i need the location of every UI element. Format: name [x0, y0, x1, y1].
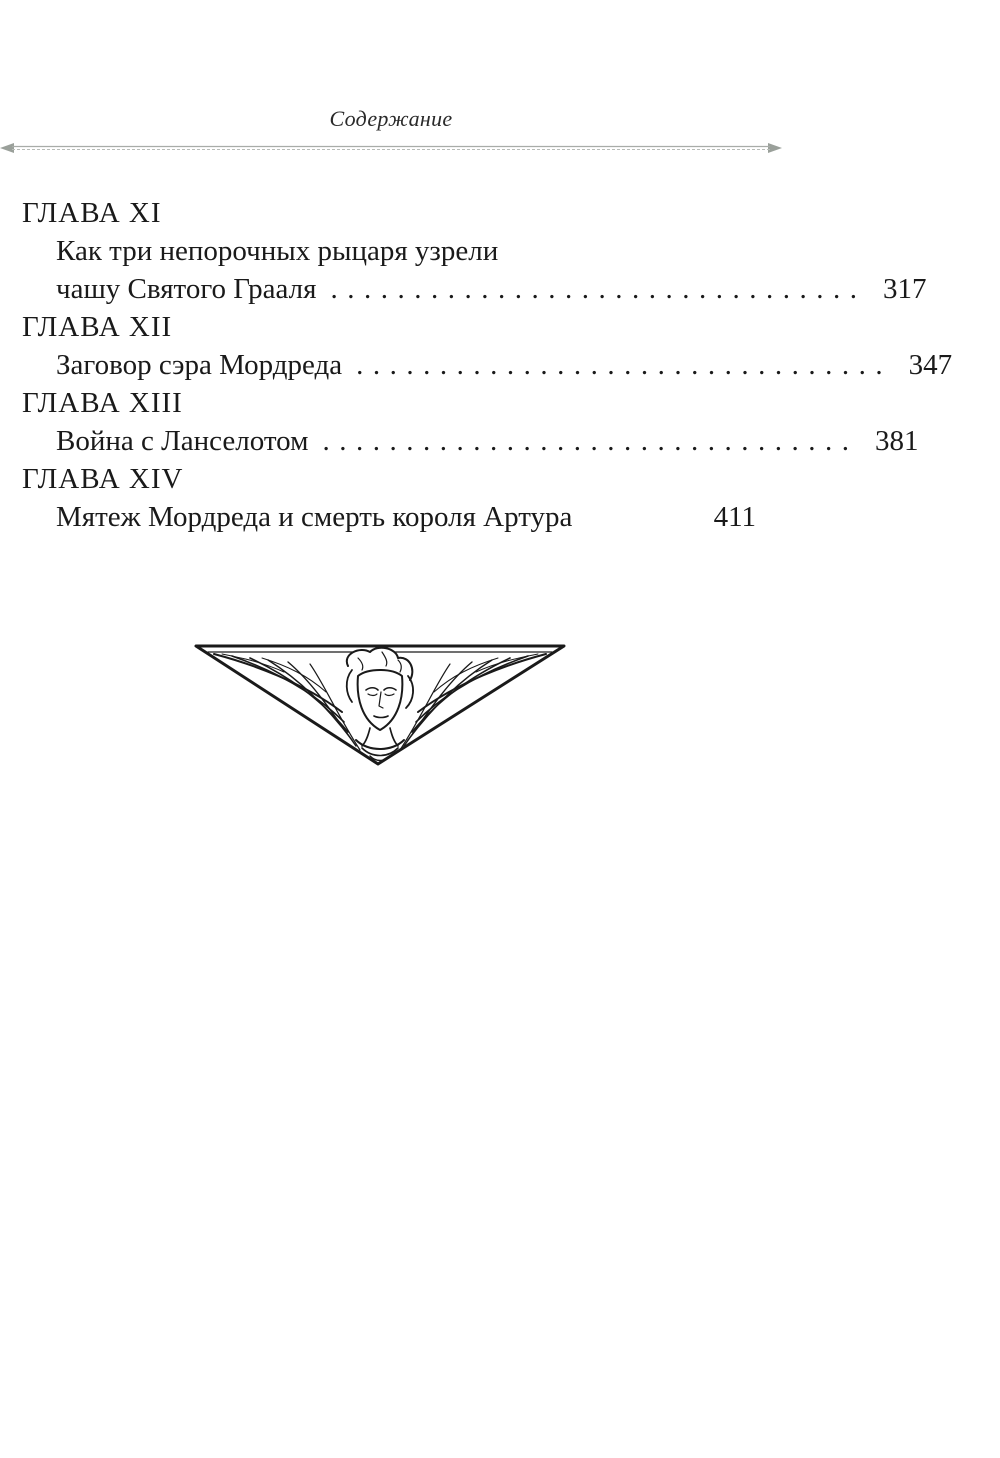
- dot-leader: ................................: [330, 273, 867, 305]
- chapter-heading-11: ГЛАВА XI: [22, 197, 162, 229]
- page-header: [0, 100, 782, 160]
- dot-leader: ................................: [322, 425, 859, 457]
- toc-entry-12[interactable]: [22, 346, 953, 384]
- toc-entry-11[interactable]: [22, 232, 927, 308]
- entry-title: Как три непорочных рыцаря узрели: [56, 235, 499, 267]
- decorative-rule-icon: [0, 140, 782, 156]
- running-head: Содержание: [329, 106, 453, 131]
- winged-head-vignette-icon: [192, 636, 568, 772]
- toc-entry-13[interactable]: [22, 422, 919, 460]
- page-number: 381: [874, 425, 919, 457]
- page-number: 411: [713, 501, 756, 533]
- entry-title: Заговор сэра Мордреда: [56, 349, 343, 381]
- table-of-contents: [22, 194, 953, 536]
- entry-title: Война с Ланселотом: [56, 425, 309, 457]
- chapter-heading-13: ГЛАВА XIII: [22, 387, 183, 419]
- toc-entry-14[interactable]: [22, 498, 756, 536]
- dot-leader: ................................: [356, 349, 893, 381]
- entry-title-continued: чашу Святого Грааля: [56, 273, 317, 305]
- chapter-heading-12: ГЛАВА XII: [22, 311, 173, 343]
- entry-title: Мятеж Мордреда и смерть короля Артура: [56, 501, 573, 533]
- chapter-heading-14: ГЛАВА XIV: [22, 463, 184, 495]
- page-number: 317: [883, 273, 927, 305]
- page-number: 347: [908, 349, 953, 381]
